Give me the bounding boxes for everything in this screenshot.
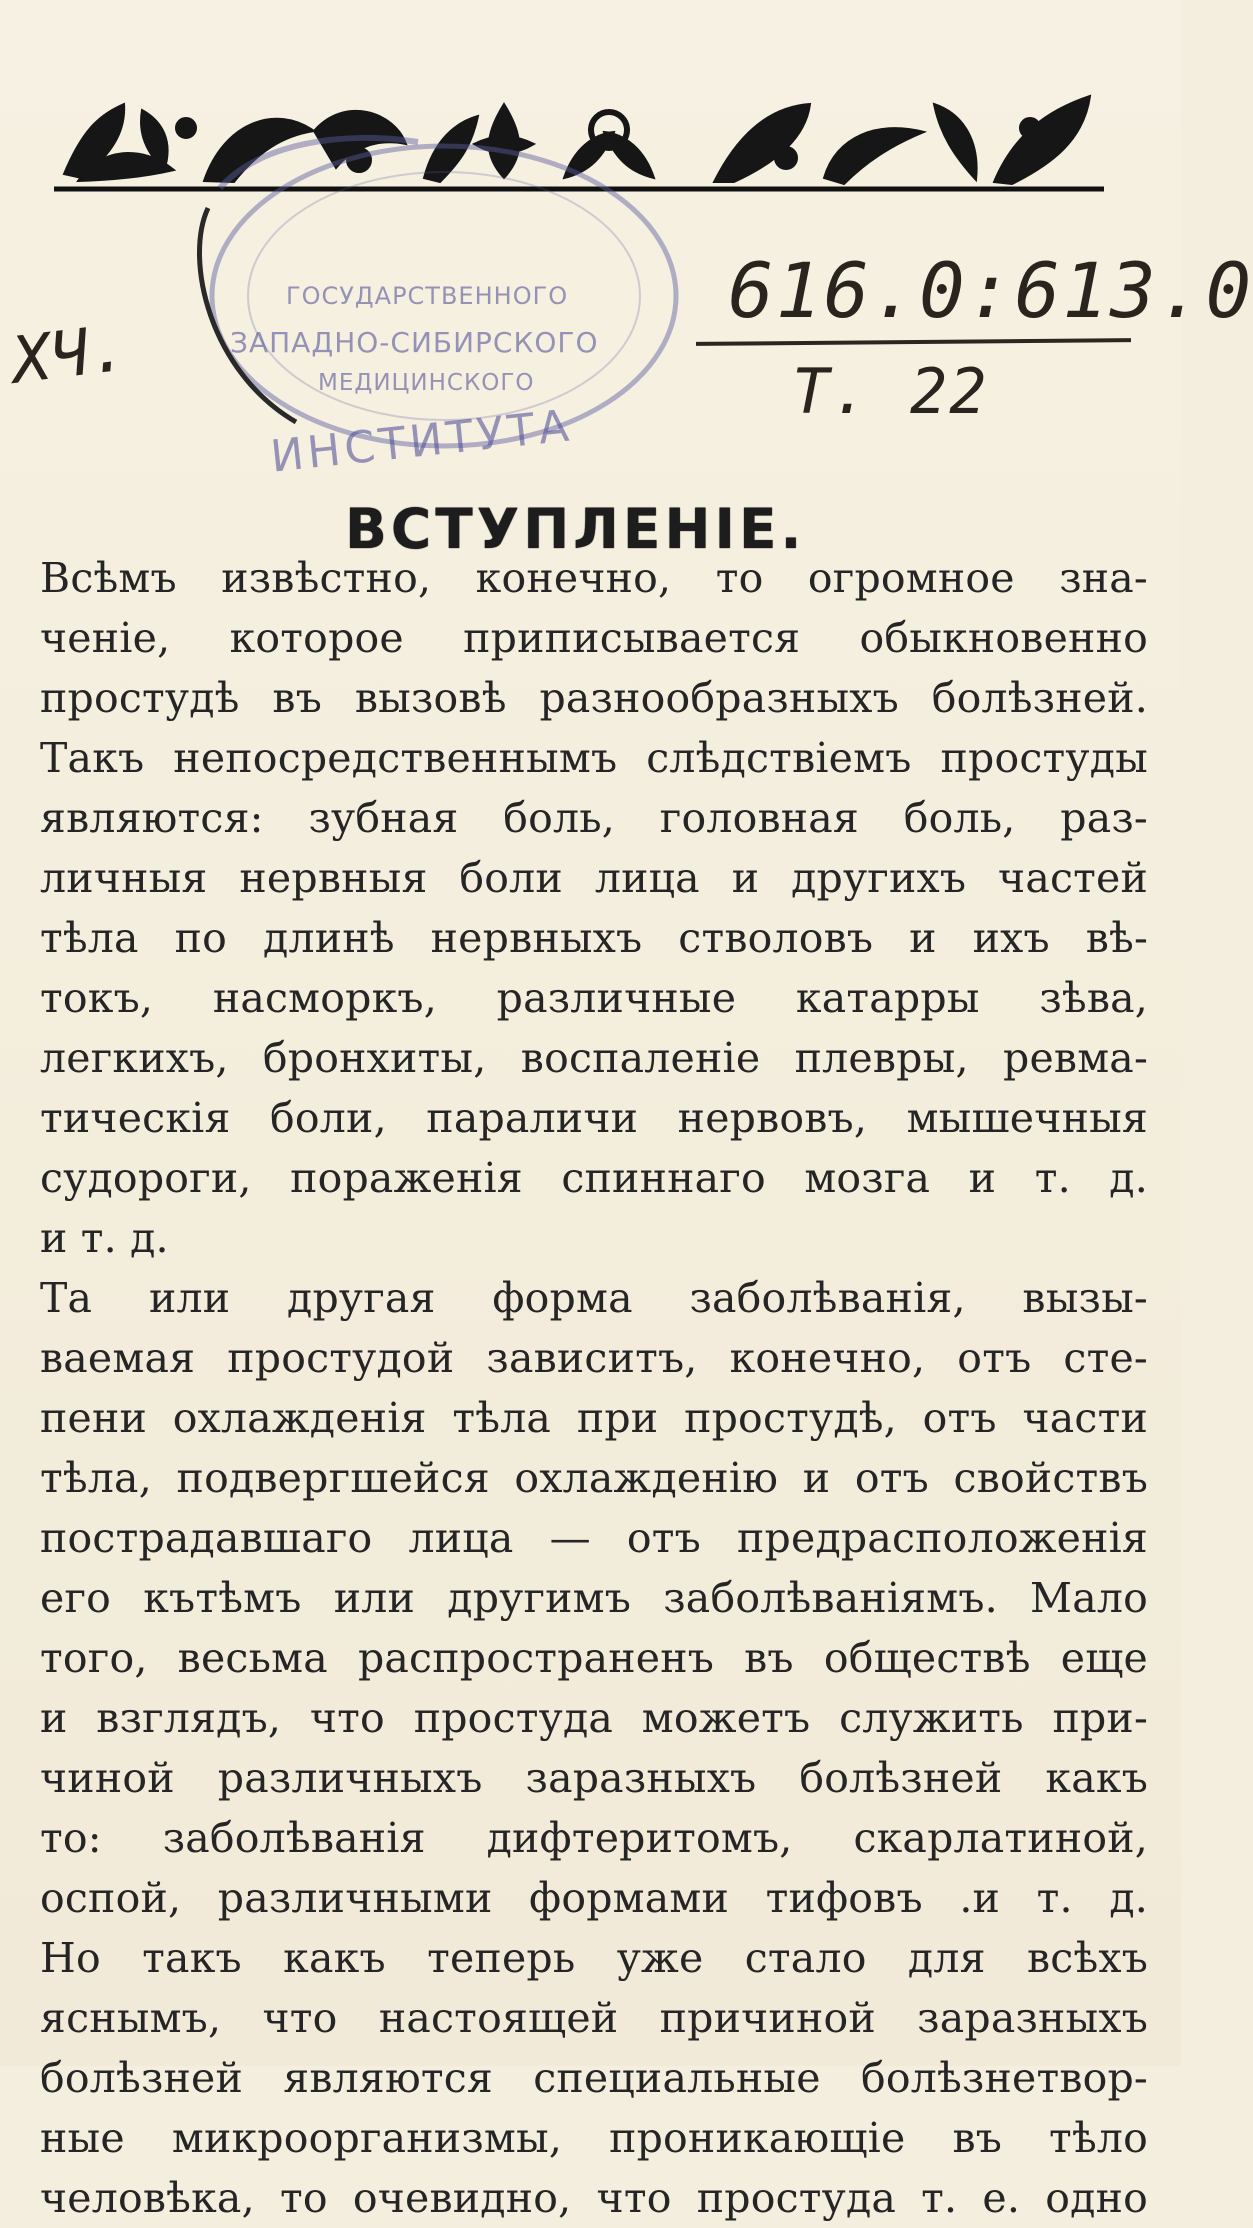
body-text — [40, 548, 1148, 2228]
text-line: пострадавшаго лица — отъ предрасположенія — [40, 1514, 1148, 1562]
text-line: его кътѣмъ или другимъ заболѣваніямъ. Мало — [40, 1574, 1148, 1622]
text-line: ченіе, которое приписывается обыкновенно — [40, 614, 1148, 662]
text-line: того, весьма распространенъ въ обществѣ еще — [40, 1634, 1148, 1682]
text-line: судороги, пораженія спиннаго мозга и т. д. — [40, 1154, 1148, 1202]
text-line: человѣка, то очевидно, что простуда т. е. одно — [40, 2174, 1148, 2222]
text-line: Та или другая форма заболѣванія, вызы- — [40, 1274, 1148, 1322]
text-line: простудѣ въ вызовѣ разнообразныхъ болѣзней. — [40, 674, 1148, 722]
text-line: пени охлажденія тѣла при простудѣ, отъ части — [40, 1394, 1148, 1442]
stamp-text-state: ГОСУДАРСТВЕННОГО — [286, 282, 569, 310]
shelfmark-left: ХЧ. — [7, 311, 132, 399]
text-line: яснымъ, что настоящей причиной заразныхъ — [40, 1994, 1148, 2042]
text-line: и взглядъ, что простуда можетъ служить при- — [40, 1694, 1148, 1742]
text-line: и т. д. — [40, 1214, 169, 1262]
stamp-text-region: ЗАПАДНО-СИБИРСКОГО — [230, 326, 599, 359]
page-heading: ВСТУПЛЕНІЕ. — [345, 496, 806, 561]
text-line: оспой, различными формами тифовъ .и т. д. — [40, 1874, 1148, 1922]
text-line: токъ, насморкъ, различные катарры зѣва, — [40, 974, 1148, 1022]
stamp-text-medical: МЕДИЦИНСКОГО — [318, 370, 535, 396]
text-line: ваемая простудой зависитъ, конечно, отъ сте- — [40, 1334, 1148, 1382]
library-stamp — [172, 130, 692, 500]
text-line: Всѣмъ извѣстно, конечно, то огромное зна- — [40, 554, 1148, 602]
text-line: ные микроорганизмы, проникающіе въ тѣло — [40, 2114, 1148, 2162]
text-line: Такъ непосредственнымъ слѣдствіемъ простуды — [40, 734, 1148, 782]
shelfmark-sub: T. 22 — [792, 355, 989, 428]
text-line: тическія боли, параличи нервовъ, мышечныя — [40, 1094, 1148, 1142]
text-line: Но такъ какъ теперь уже стало для всѣхъ — [40, 1934, 1148, 1982]
text-line: являются: зубная боль, головная боль, раз- — [40, 794, 1148, 842]
shelfmark-main: 616.0:613.0 — [728, 246, 1253, 335]
text-line: болѣзней являются специальные болѣзнетвор- — [40, 2054, 1148, 2102]
text-line: чиной различныхъ заразныхъ болѣзней какъ — [40, 1754, 1148, 1802]
text-line: то: заболѣванія дифтеритомъ, скарлатиной, — [40, 1814, 1148, 1862]
text-line: тѣла по длинѣ нервныхъ стволовъ и ихъ вѣ- — [40, 914, 1148, 962]
text-line: легкихъ, бронхиты, воспаленіе плевры, ревма- — [40, 1034, 1148, 1082]
shelfmark-underline — [696, 338, 1131, 346]
text-line: личныя нервныя боли лица и другихъ частей — [40, 854, 1148, 902]
stamp-text-institute: ИНСТИТУТА — [268, 400, 576, 483]
text-line: тѣла, подвергшейся охлажденію и отъ свойствъ — [40, 1454, 1148, 1502]
